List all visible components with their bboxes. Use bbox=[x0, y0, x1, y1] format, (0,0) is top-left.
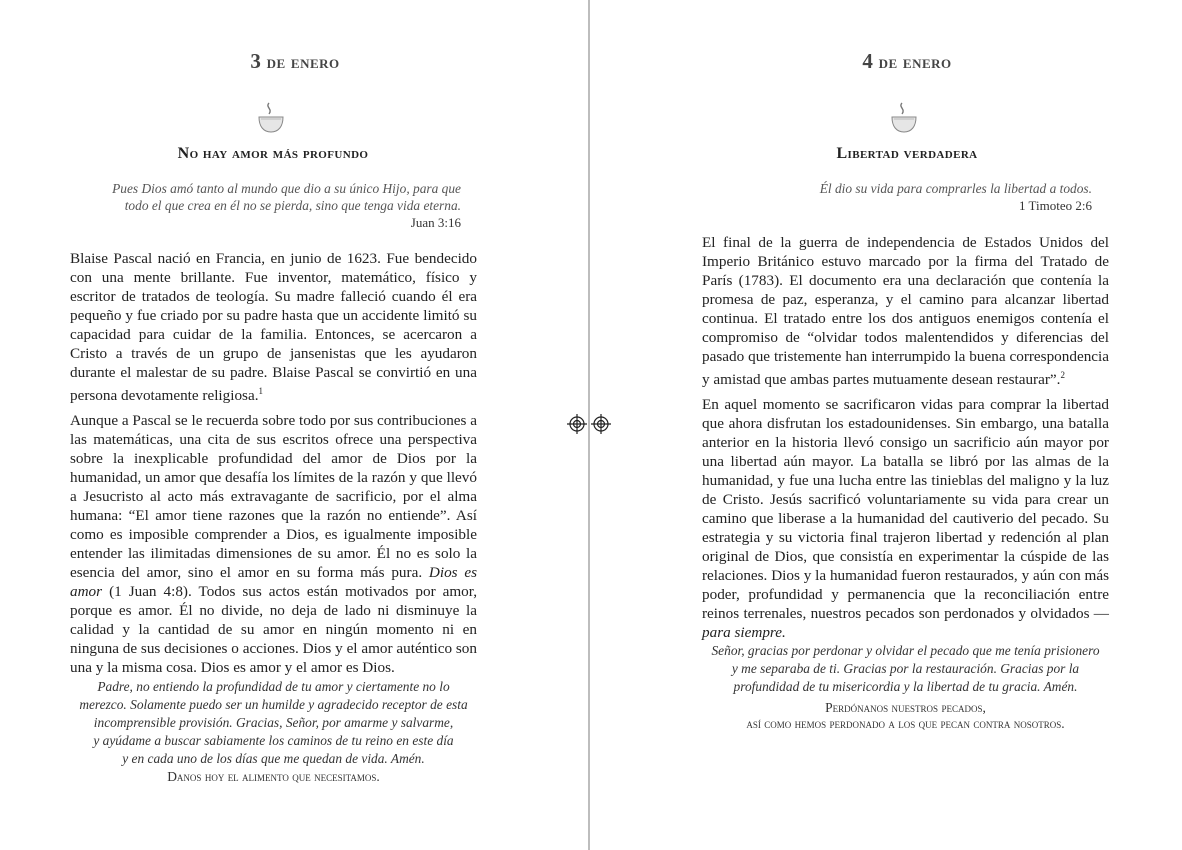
prayer-line: y en cada uno de los días que me quedan de vida. Amén. bbox=[122, 751, 425, 766]
prayer-line: Señor, gracias por perdonar y olvidar el pecado que me tenía prisionero bbox=[711, 643, 1100, 658]
body-paragraph bbox=[70, 411, 477, 677]
prayer-line: Padre, no entiendo la profundidad de tu amor y ciertamente no lo bbox=[97, 679, 450, 694]
closing-line: Danos hoy el alimento que necesitamos. bbox=[167, 769, 380, 784]
date-number: 4 bbox=[862, 49, 874, 73]
date-month: de enero bbox=[266, 52, 340, 73]
page-date bbox=[0, 49, 590, 74]
paragraph-text: Blaise Pascal nació en Francia, en junio de 1623. Fue bendecido con una mente brillante. Fue inventor, matemático, físico y escritor de tratados de teología. Su madre falleció cuando él era pequeño y fue criado por su padre hasta que un accidente limitó su capacidad para cuidar de la familia. Entonces, se acercaron a Cristo a través de un grupo de jansenistas que les ayudaron durante el malestar de su padre. Blaise Pascal se convirtió en una persona devotamente religiosa. bbox=[70, 250, 477, 405]
devotional-body bbox=[70, 249, 477, 683]
emphasis-text: para siempre. bbox=[702, 624, 786, 642]
paragraph-text: (1 Juan 4:8). Todos sus actos están motivados por amor, porque es amor. Él no divide, no deja de lado ni disminuye la calidad y la cantidad de su amor en ningún momento ni en ninguna de sus decisiones o acciones. Dios y el amor auténtico son una y la misma cosa. Dios es amor y el amor es Dios. bbox=[70, 583, 477, 677]
left-page bbox=[0, 0, 590, 850]
date-number: 3 bbox=[250, 49, 262, 73]
devotional-title: Libertad verdadera bbox=[836, 145, 978, 162]
footnote-marker: 2 bbox=[1060, 370, 1065, 380]
body-paragraph bbox=[702, 233, 1109, 389]
devotional-title: No hay amor más profundo bbox=[177, 145, 369, 162]
footnote-marker: 1 bbox=[258, 386, 264, 396]
closing-text: Perdónanos nuestros pecados, bbox=[825, 700, 986, 715]
prayer-line: profundidad de tu misericordia y la libertad de tu gracia. Amén. bbox=[733, 679, 1078, 694]
body-paragraph bbox=[702, 395, 1109, 642]
verse-text: Pues Dios amó tanto al mundo que dio a su único Hijo, para que todo el que crea en él no se pierda, sino que tenga vida eterna. bbox=[112, 181, 461, 213]
emphasis-text: Dios es amor bbox=[70, 564, 477, 601]
key-verse bbox=[95, 180, 461, 231]
devotional-body bbox=[702, 233, 1109, 648]
verse-text: Él dio su vida para comprarles la libertad a todos. bbox=[819, 181, 1092, 196]
coffee-cup-icon bbox=[256, 100, 286, 134]
prayer bbox=[70, 678, 477, 768]
prayer-line: incomprensible provisión. Gracias, Señor, por amarme y salvarme, bbox=[93, 715, 454, 730]
verse-reference: 1 Timoteo 2:6 bbox=[1019, 198, 1092, 213]
closing-line bbox=[692, 700, 1119, 732]
body-paragraph bbox=[70, 249, 477, 405]
paragraph-text: El final de la guerra de independencia de Estados Unidos del Imperio Británico estuvo marcado por la firma del Tratado de París (1783). El documento era una declaración que contenía la promesa de paz, esperanza, y el camino para alcanzar libertad continua. El tratado entre los dos antiguos enemigos contenía el compromiso de “olvidar todos malentendidos y diferencias del pasado que tristemente han interrumpido la buena correspondencia y amistad que ambas partes mutuamente desean restaurar”. bbox=[702, 234, 1109, 389]
prayer-line: y me separaba de ti. Gracias por la restauración. Gracias por la bbox=[731, 661, 1080, 676]
coffee-cup-icon bbox=[889, 100, 919, 134]
prayer-line: merezco. Solamente puedo ser un humilde y agradecido receptor de esta bbox=[79, 697, 468, 712]
right-page bbox=[592, 0, 1182, 850]
page-date bbox=[612, 49, 1182, 74]
paragraph-text: Aunque a Pascal se le recuerda sobre todo por sus contribuciones a las matemáticas, una cita de sus escritos ofrece una perspectiva sobre la inexplicable profundidad del amor de Dios por la humanidad, un amor que desafía los límites de la razón y que llevó a Jesucristo al acto más extravagante de sacrificio, por el alma humana: “El amor tiene razones que la razón no entiende”. Así como es imposible comprender a Dios, es igualmente imposible entender las ilimitadas dimensiones de su amor. Él no es solo la esencia del amor, sino el amor en su forma más pura. bbox=[70, 412, 477, 582]
prayer bbox=[692, 642, 1119, 696]
key-verse bbox=[712, 180, 1092, 214]
date-month: de enero bbox=[878, 52, 952, 73]
paragraph-text: En aquel momento se sacrificaron vidas para comprar la libertad que ahora disfrutan los estadounidenses. Sin embargo, una batalla anterior en la historia llevó consigo un sacrificio aún mayor por una libertad aún mayor. La batalla se libró por las almas de la humanidad, y fue una lucha entre las tinieblas del maligno y la luz de Cristo. Jesús sacrificó voluntariamente su vida para crear un camino que liberase a la humanidad del cautiverio del pecado. Su estrategia y su victoria final trajeron libertad y redención al plan original de Dios, que consistía en experimentar la cúspide de las relaciones. Dios y la humanidad fueron restaurados, y aún con más poder, profundidad y permanencia que la reconciliación entre reinos terrenales, nuestros pecados son perdonados y olvidados — bbox=[702, 396, 1109, 623]
prayer-line: y ayúdame a buscar sabiamente los caminos de tu reino en este día bbox=[93, 733, 454, 748]
verse-reference: Juan 3:16 bbox=[410, 215, 461, 230]
closing-text: así como hemos perdonado a los que pecan contra nosotros. bbox=[746, 716, 1065, 731]
